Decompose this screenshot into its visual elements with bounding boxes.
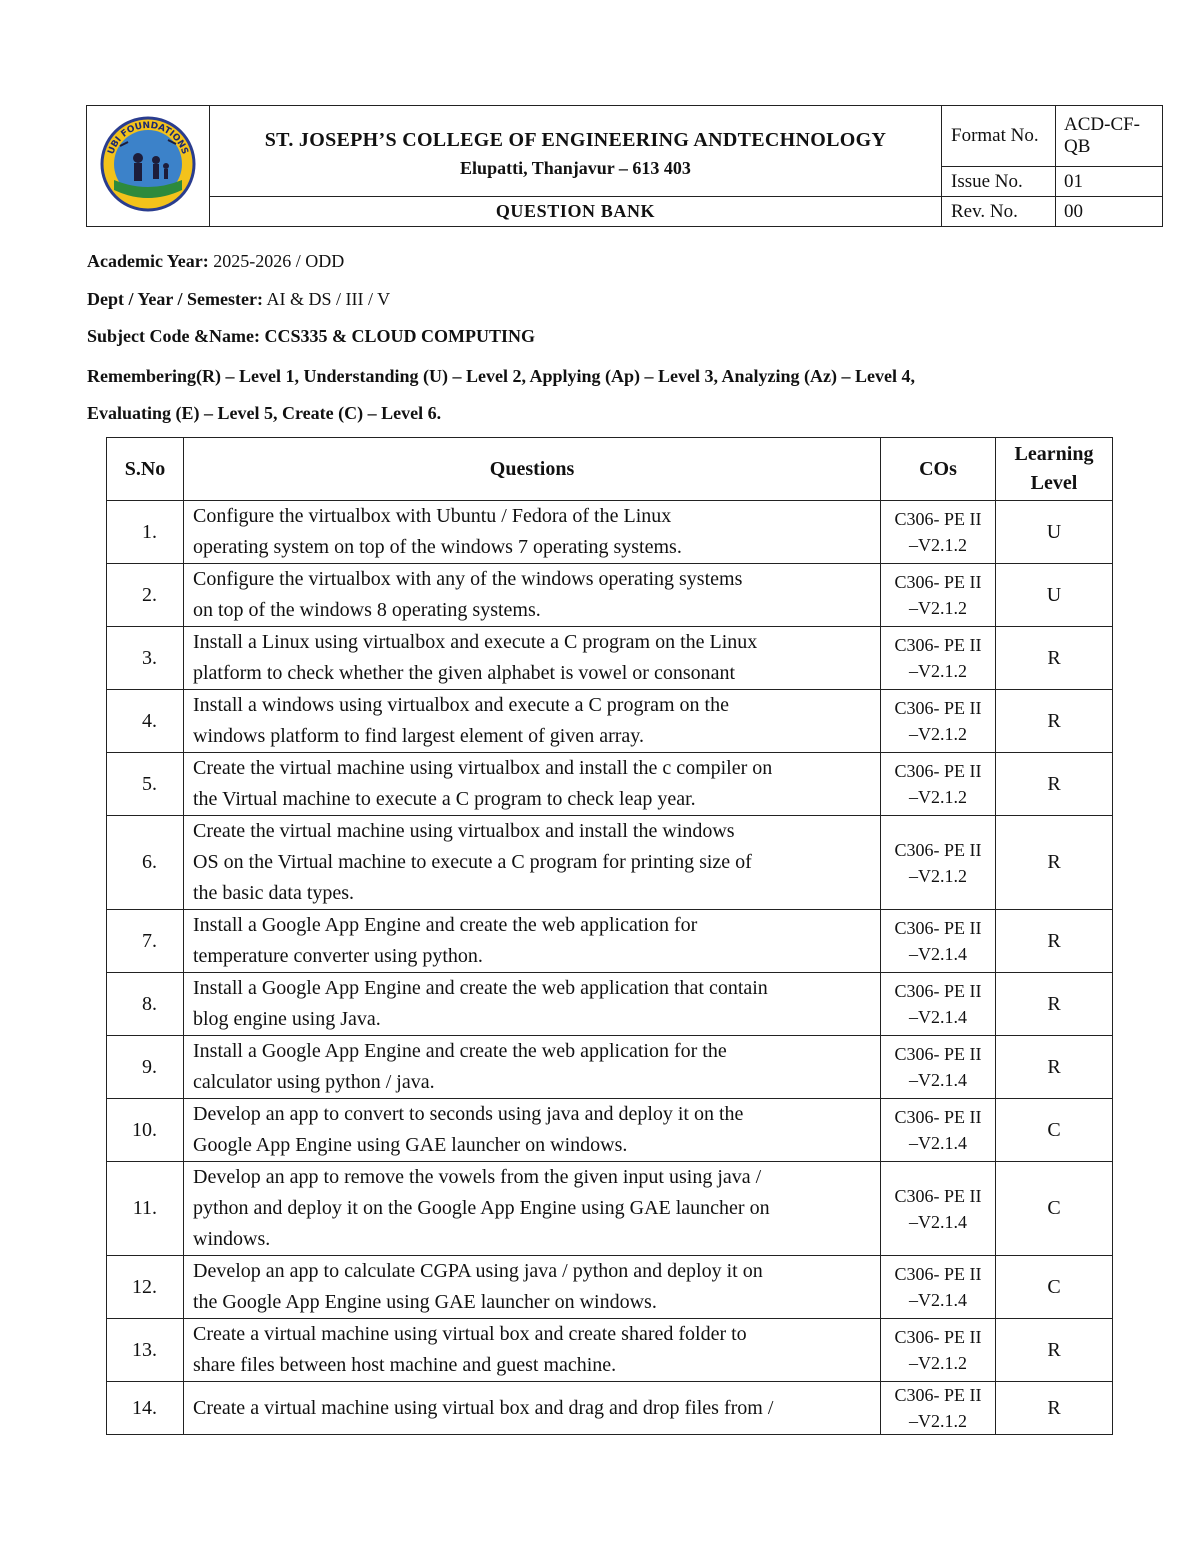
co-version: –V2.1.4 (909, 1211, 967, 1232)
question-table-body (107, 501, 1113, 1435)
question-line: Create the virtual machine using virtualbox and install the windows (193, 820, 735, 842)
co-code: C306- PE II (894, 1264, 982, 1284)
question-line: temperature converter using python. (193, 945, 483, 967)
academic-year-label: Academic Year: (87, 251, 209, 271)
row-level: R (996, 753, 1113, 816)
row-sno: 2. (107, 564, 184, 627)
logo-cell (87, 106, 210, 227)
row-level: R (996, 816, 1113, 910)
rev-label: Rev. No. (942, 197, 1056, 227)
co-code: C306- PE II (894, 635, 982, 655)
levels-text-2: Evaluating (E) – Level 5, Create (C) – Level 6. (87, 403, 442, 423)
question-line: python and deploy it on the Google App Engine using GAE launcher on (193, 1197, 770, 1219)
row-sno: 10. (107, 1099, 184, 1162)
co-version: –V2.1.2 (909, 598, 967, 618)
row-co (881, 753, 996, 816)
issue-value: 01 (1056, 167, 1163, 197)
row-level: R (996, 690, 1113, 753)
table-row (107, 1036, 1113, 1099)
row-level: C (996, 1256, 1113, 1319)
rev-value: 00 (1056, 197, 1163, 227)
question-line: Install a Google App Engine and create the web application for the (193, 1040, 727, 1062)
co-version: –V2.1.2 (909, 661, 967, 681)
format-label: Format No. (942, 106, 1056, 167)
co-version: –V2.1.2 (909, 787, 967, 807)
issue-label: Issue No. (942, 167, 1056, 197)
co-code: C306- PE II (894, 698, 982, 718)
table-header-row (107, 438, 1113, 501)
row-sno: 9. (107, 1036, 184, 1099)
question-line: Google App Engine using GAE launcher on windows. (193, 1134, 628, 1156)
col-header-sno: S.No (107, 438, 184, 501)
row-co (881, 816, 996, 910)
co-code: C306- PE II (894, 1185, 982, 1206)
row-co (881, 1319, 996, 1382)
row-co (881, 501, 996, 564)
question-line: Create a virtual machine using virtual box and drag and drop files from / (193, 1396, 774, 1419)
co-code: C306- PE II (894, 1385, 982, 1405)
co-version: –V2.1.2 (909, 865, 967, 886)
row-question (184, 1099, 881, 1162)
row-question (184, 1382, 881, 1435)
question-line: share files between host machine and guest machine. (193, 1354, 617, 1376)
question-line: Develop an app to convert to seconds using java and deploy it on the (193, 1103, 744, 1125)
row-level: C (996, 1099, 1113, 1162)
row-sno: 8. (107, 973, 184, 1036)
row-sno: 5. (107, 753, 184, 816)
row-co (881, 690, 996, 753)
document-header (86, 105, 1163, 227)
question-line: OS on the Virtual machine to execute a C program for printing size of (193, 851, 752, 873)
row-co (881, 564, 996, 627)
college-name: ST. JOSEPH’S COLLEGE OF ENGINEERING ANDTECHNOLOGY (264, 129, 887, 151)
question-line: Install a Google App Engine and create the web application that contain (193, 977, 768, 999)
row-sno: 11. (107, 1162, 184, 1256)
co-code: C306- PE II (894, 509, 982, 529)
subject-value: CCS335 & CLOUD COMPUTING (264, 326, 535, 346)
row-question (184, 690, 881, 753)
table-row (107, 1382, 1113, 1435)
row-level: R (996, 910, 1113, 973)
col-header-level-line1: Learning (1014, 443, 1094, 465)
question-line: Develop an app to calculate CGPA using java / python and deploy it on (193, 1260, 763, 1282)
college-logo (98, 114, 198, 214)
table-row (107, 753, 1113, 816)
row-question (184, 1162, 881, 1256)
row-question (184, 1256, 881, 1319)
row-co (881, 973, 996, 1036)
row-level: R (996, 1382, 1113, 1435)
college-address: Elupatti, Thanjavur – 613 403 (460, 158, 691, 178)
row-level: R (996, 973, 1113, 1036)
table-row (107, 1256, 1113, 1319)
question-line: windows platform to find largest element of given array. (193, 725, 644, 747)
co-code: C306- PE II (894, 1044, 982, 1064)
academic-year-line (87, 251, 344, 272)
co-code: C306- PE II (894, 1107, 982, 1127)
col-header-cos: COs (881, 438, 996, 501)
dept-label: Dept / Year / Semester: (87, 289, 263, 309)
row-question (184, 564, 881, 627)
row-co (881, 1036, 996, 1099)
row-sno: 6. (107, 816, 184, 910)
table-row (107, 1319, 1113, 1382)
table-row (107, 816, 1113, 910)
question-line: the basic data types. (193, 882, 355, 904)
row-sno: 3. (107, 627, 184, 690)
co-version: –V2.1.4 (909, 944, 967, 964)
format-value: ACD-CF-QB (1056, 106, 1163, 167)
co-code: C306- PE II (894, 839, 982, 860)
row-co (881, 1099, 996, 1162)
col-header-level-line2: Level (1030, 472, 1078, 494)
question-line: operating system on top of the windows 7 operating systems. (193, 536, 682, 558)
row-question (184, 910, 881, 973)
co-version: –V2.1.2 (909, 1411, 967, 1431)
col-header-questions: Questions (184, 438, 881, 501)
co-version: –V2.1.4 (909, 1007, 967, 1027)
co-version: –V2.1.4 (909, 1070, 967, 1090)
co-code: C306- PE II (894, 572, 982, 592)
question-line: platform to check whether the given alphabet is vowel or consonant (193, 662, 736, 684)
row-co (881, 1256, 996, 1319)
row-sno: 12. (107, 1256, 184, 1319)
table-row (107, 973, 1113, 1036)
co-version: –V2.1.4 (909, 1290, 967, 1310)
dept-value: AI & DS / III / V (266, 289, 391, 309)
row-question (184, 627, 881, 690)
question-line: Develop an app to remove the vowels from the given input using java / (193, 1166, 762, 1188)
table-row (107, 1099, 1113, 1162)
question-line: Configure the virtualbox with Ubuntu / Fedora of the Linux (193, 505, 672, 527)
question-line: Install a windows using virtualbox and execute a C program on the (193, 694, 729, 716)
subject-line (87, 326, 535, 347)
row-question (184, 816, 881, 910)
row-co (881, 910, 996, 973)
row-co (881, 1162, 996, 1256)
table-row (107, 690, 1113, 753)
co-version: –V2.1.4 (909, 1133, 967, 1153)
row-question (184, 1036, 881, 1099)
question-line: Install a Linux using virtualbox and execute a C program on the Linux (193, 631, 758, 653)
question-line: the Google App Engine using GAE launcher on windows. (193, 1291, 657, 1313)
doc-type: QUESTION BANK (210, 197, 942, 227)
question-line: blog engine using Java. (193, 1008, 381, 1030)
row-level: U (996, 501, 1113, 564)
co-code: C306- PE II (894, 761, 982, 781)
row-sno: 14. (107, 1382, 184, 1435)
question-line: Create a virtual machine using virtual box and create shared folder to (193, 1323, 747, 1345)
co-version: –V2.1.2 (909, 535, 967, 555)
question-line: calculator using python / java. (193, 1071, 435, 1093)
row-co (881, 1382, 996, 1435)
row-level: U (996, 564, 1113, 627)
co-version: –V2.1.2 (909, 724, 967, 744)
question-line: Configure the virtualbox with any of the windows operating systems (193, 568, 743, 590)
question-line: on top of the windows 8 operating systems. (193, 599, 541, 621)
levels-line-2 (87, 403, 441, 424)
col-header-level (996, 438, 1113, 501)
row-question (184, 973, 881, 1036)
co-code: C306- PE II (894, 1327, 982, 1347)
subject-label: Subject Code &Name: (87, 326, 260, 346)
row-level: R (996, 1319, 1113, 1382)
table-row (107, 1162, 1113, 1256)
row-level: R (996, 1036, 1113, 1099)
college-title-cell (210, 106, 942, 197)
dept-line (87, 289, 390, 310)
co-code: C306- PE II (894, 981, 982, 1001)
row-sno: 13. (107, 1319, 184, 1382)
svg-text:UBI FOUNDATIONS: UBI FOUNDATIONS (106, 120, 190, 156)
row-sno: 1. (107, 501, 184, 564)
question-table (106, 437, 1113, 1435)
question-line: Create the virtual machine using virtualbox and install the c compiler on (193, 757, 773, 779)
row-question (184, 501, 881, 564)
table-row (107, 910, 1113, 973)
academic-year-value: 2025-2026 / ODD (213, 251, 345, 271)
co-code: C306- PE II (894, 918, 982, 938)
table-row (107, 564, 1113, 627)
question-line: the Virtual machine to execute a C program to check leap year. (193, 788, 696, 810)
row-question (184, 1319, 881, 1382)
co-version: –V2.1.2 (909, 1353, 967, 1373)
row-co (881, 627, 996, 690)
levels-line-1 (87, 366, 915, 387)
levels-text-1: Remembering(R) – Level 1, Understanding (U) – Level 2, Applying (Ap) – Level 3, Analyzing (Az) – Level 4, (87, 366, 915, 386)
row-question (184, 753, 881, 816)
row-level: C (996, 1162, 1113, 1256)
row-level: R (996, 627, 1113, 690)
question-line: windows. (193, 1228, 271, 1250)
question-line: Install a Google App Engine and create the web application for (193, 914, 698, 936)
row-sno: 4. (107, 690, 184, 753)
table-row (107, 627, 1113, 690)
table-row (107, 501, 1113, 564)
row-sno: 7. (107, 910, 184, 973)
